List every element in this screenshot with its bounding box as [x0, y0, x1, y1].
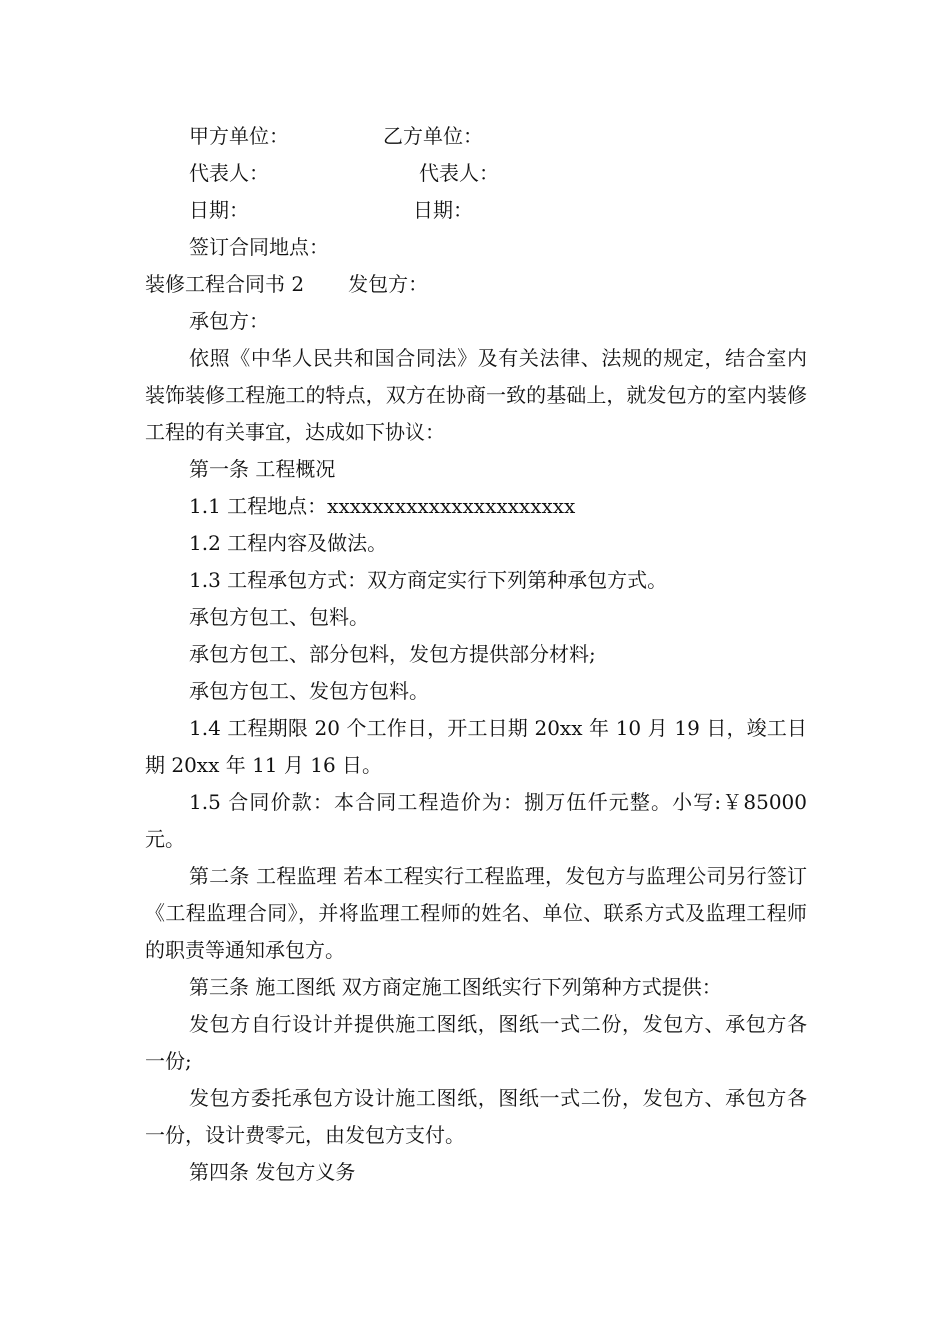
item-1-1: 1.1 工程地点：xxxxxxxxxxxxxxxxxxxxxx [189, 494, 576, 518]
article-3-option-1: 发包方自行设计并提供施工图纸，图纸一式二份，发包方、承包方各一份; [145, 1012, 807, 1073]
contract-title-row [145, 266, 807, 303]
rep-b-label: 代表人： [419, 161, 499, 185]
item-1-5: 1.5 合同价款：本合同工程造价为：捌万伍仟元整。小写:￥85000 元。 [145, 790, 807, 851]
rep-a-label: 代表人： [189, 161, 269, 185]
option-3: 承包方包工、发包方包料。 [189, 679, 429, 703]
signature-row-unit [145, 118, 807, 155]
option-1: 承包方包工、包料。 [189, 605, 369, 629]
article-3-option-2: 发包方委托承包方设计施工图纸，图纸一式二份，发包方、承包方各一份，设计费零元，由发包方支付。 [145, 1086, 807, 1147]
party-a-unit-label: 甲方单位： [189, 124, 289, 148]
party-b-unit-label: 乙方单位： [383, 124, 483, 148]
date-a-label: 日期： [189, 198, 249, 222]
intro-paragraph: 依照《中华人民共和国合同法》及有关法律、法规的规定，结合室内装饰装修工程施工的特点，双方在协商一致的基础上，就发包方的室内装修工程的有关事宜，达成如下协议： [145, 346, 807, 444]
signature-row-date [145, 192, 807, 229]
document-body [145, 118, 807, 1191]
employer-label: 发包方： [348, 272, 429, 296]
item-1-2: 1.2 工程内容及做法。 [189, 531, 388, 555]
item-1-4: 1.4 工程期限 20 个工作日，开工日期 20xx 年 10 月 19 日，竣工日期 20xx 年 11 月 16 日。 [145, 716, 807, 777]
item-1-3: 1.3 工程承包方式：双方商定实行下列第种承包方式。 [189, 568, 668, 592]
signature-row-rep [145, 155, 807, 192]
date-b-label: 日期： [413, 198, 473, 222]
article-3: 第三条 施工图纸 双方商定施工图纸实行下列第种方式提供： [189, 975, 722, 999]
option-2: 承包方包工、部分包料，发包方提供部分材料; [189, 642, 596, 666]
contract-title: 装修工程合同书 2 [145, 272, 305, 296]
article-1-title: 第一条 工程概况 [189, 457, 336, 481]
signing-place: 签订合同地点： [189, 235, 329, 259]
article-2: 第二条 工程监理 若本工程实行工程监理，发包方与监理公司另行签订《工程监理合同》，并将监理工程师的姓名、单位、联系方式及监理工程师的职责等通知承包方。 [145, 864, 807, 962]
contractor-label: 承包方： [189, 309, 269, 333]
article-4-title: 第四条 发包方义务 [189, 1160, 356, 1184]
